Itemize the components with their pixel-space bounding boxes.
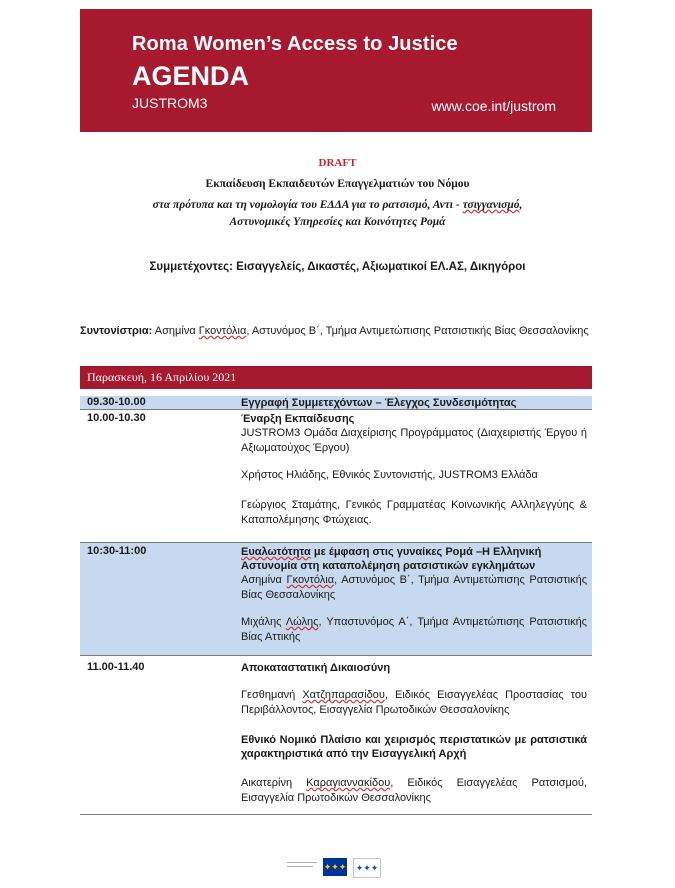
fine-print [287, 866, 313, 867]
session-time: 11.00-11.40 [87, 661, 145, 673]
subtitle-text: στα πρότυπα και τη νομολογία του ΕΔΔΑ για το ρατσισμό, Αντι - [152, 199, 463, 211]
footer-logos [283, 855, 391, 881]
session-speaker: Γεώργιος Σταμάτης, Γενικός Γραμματέας Κοινωνικής Αλληλεγγύης & Καταπολέμησης Φτώχειας. [241, 499, 587, 526]
session-time: 10:30-11:00 [87, 545, 147, 557]
training-title: Εκπαίδευση Εκπαιδευτών Επαγγελματιών του Νόμου [205, 178, 470, 190]
session-speaker [241, 573, 587, 603]
coordinator-name-pre: Ασημίνα [152, 325, 199, 337]
banner-subtitle: AGENDA [132, 61, 250, 91]
session-title: Εγγραφή Συμμετεχόντων – Έλεγχος Συνδεσιμότητας [241, 397, 517, 409]
coordinator-name: Γκοντόλια [198, 325, 247, 337]
session-title: Αποκαταστατική Δικαιοσύνη [241, 662, 391, 674]
speaker-first: Αικατερίνη [241, 777, 307, 789]
spellcheck-word: Καραγιαννακίδου [306, 777, 391, 789]
coordinator-label: Συντονίστρια: [80, 325, 153, 337]
speaker-role: , Ειδικός Εισαγγελέας Ρατσισμού, Εισαγγελία Πρωτοδικών Θεσσαλονίκης [241, 777, 587, 804]
spellcheck-word: Λώλης [285, 616, 319, 628]
day-header [80, 366, 592, 389]
speaker-first: Γεσθημανή [241, 689, 303, 701]
session-speaker [241, 688, 587, 718]
agenda-row [80, 410, 592, 543]
spellcheck-word: τσιγγανισμό [462, 199, 520, 211]
session-speaker [241, 615, 587, 645]
training-subtitle-line1 [60, 199, 615, 211]
agenda-row [80, 396, 592, 410]
banner-code: JUSTROM3 [132, 95, 208, 111]
fine-print [287, 862, 317, 863]
session-time: 09.30-10.00 [87, 396, 146, 408]
training-subtitle-line2: Αστυνομικές Υπηρεσίες και Κοινότητες Ρομά [229, 216, 446, 228]
session-speaker: JUSTROM3 Ομάδα Διαχείρισης Προγράμματος (Διαχειριστής Έργου ή Αξιωματούχος Έργου) [241, 427, 587, 454]
speaker-role: , Υπαστυνόμος Α΄, Τμήμα Αντιμετώπισης Ρατσιστικής Βίας Αττικής [241, 616, 587, 643]
session-time: 10.00-10.30 [87, 412, 146, 424]
draft-label: DRAFT [318, 157, 357, 169]
coordinator-role: , Αστυνόμος Β΄, Τμήμα Αντιμετώπισης Ρατσιστικής Βίας Θεσσαλονίκης [246, 325, 589, 337]
session-title: Έναρξη Εκπαίδευσης [241, 413, 355, 425]
banner-url[interactable]: www.coe.int/justrom [431, 98, 556, 114]
session-title [241, 545, 587, 573]
eu-flag-icon: ✦✦✦ [323, 858, 347, 876]
banner-title: Roma Women’s Access to Justice [132, 33, 458, 55]
session-speaker [241, 776, 587, 806]
day-label: Παρασκευή, 16 Απριλίου 2021 [87, 370, 237, 384]
council-of-europe-icon: ✦✦✦ [353, 858, 381, 878]
agenda-row [80, 656, 592, 815]
session-speaker: Χρήστος Ηλιάδης, Εθνικός Συντονιστής, JUSTROM3 Ελλάδα [241, 469, 538, 481]
spellcheck-word: Χατζηπαρασίδου [302, 689, 385, 701]
agenda-row [80, 543, 592, 656]
speaker-first: Μιχάλης [241, 616, 286, 628]
subtitle-punct: , [519, 199, 523, 211]
participants: Συμμετέχοντες: Εισαγγελείς, Δικαστές, Αξιωματικοί ΕΛ.ΑΣ, Δικηγόροι [149, 261, 526, 273]
speaker-role: , Αστυνόμος Β΄, Τμήμα Αντιμετώπισης Ρατσιστικής Βίας Θεσσαλονίκης [241, 574, 587, 601]
speaker-role: , Ειδικός Εισαγγελέας Προστασίας του Περιβάλλοντος, Εισαγγελία Πρωτοδικών Θεσσαλονίκης [241, 689, 588, 716]
agenda-banner [80, 9, 592, 132]
speaker-first: Ασημίνα [241, 574, 287, 586]
coordinator [80, 323, 592, 339]
session-subtitle: Εθνικό Νομικό Πλαίσιο και χειρισμός περιστατικών με ρατσιστικά χαρακτηριστικά από την Εισαγγελική Αρχή [241, 734, 587, 760]
spellcheck-word: Γκοντόλια [286, 574, 335, 586]
title-text: με έμφαση στις γυναίκες Ρομά –Η Ελληνική Αστυνομία στη καταπολέμηση ρατσιστικών εγκλημάτων [241, 546, 542, 572]
spellcheck-word: Ευαλωτότητα [241, 546, 311, 558]
